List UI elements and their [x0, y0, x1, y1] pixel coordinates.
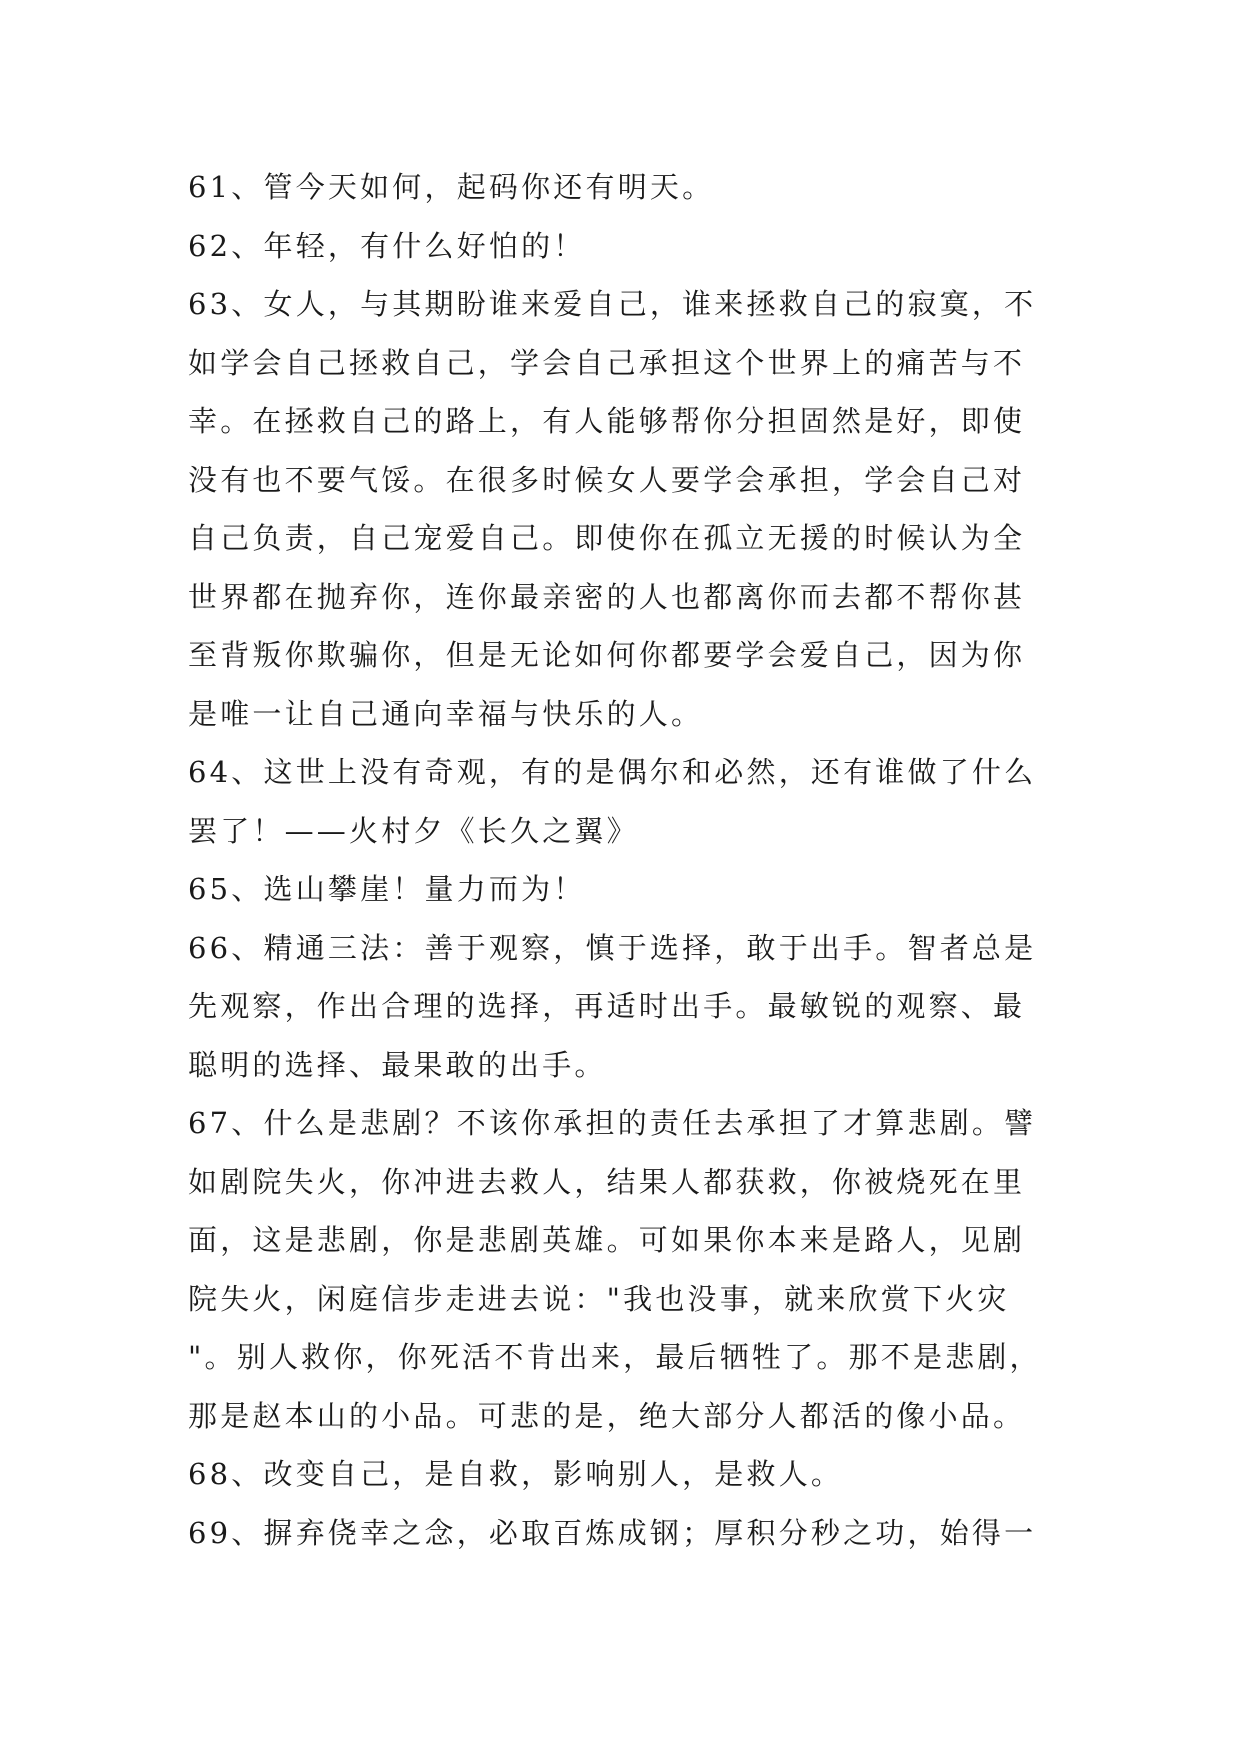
text-line: 68、改变自己，是自救，影响别人，是救人。: [188, 1457, 844, 1491]
text-line: 没有也不要气馁。在很多时候女人要学会承担，学会自己对: [188, 462, 1026, 497]
document-body: [188, 158, 1060, 1562]
text-line: 69、摒弃侥幸之念，必取百炼成钢；厚积分秒之功，始得一: [188, 1515, 1037, 1550]
text-line: 院失火，闲庭信步走进去说："我也没事，就来欣赏下火灾: [188, 1281, 1010, 1316]
text-line: "。别人救你，你死活不肯出来，最后牺牲了。那不是悲剧，: [188, 1340, 1042, 1374]
text-line: 至背叛你欺骗你，但是无论如何你都要学会爱自己，因为你: [188, 638, 1026, 672]
text-line: 61、管今天如何，起码你还有明天。: [188, 170, 715, 204]
text-line: 罢了！——火村夕《长久之翼》: [188, 813, 639, 848]
text-line: 世界都在抛弃你，连你最亲密的人也都离你而去都不帮你甚: [188, 579, 1026, 614]
text-line: 67、什么是悲剧？不该你承担的责任去承担了才算悲剧。譬: [188, 1106, 1037, 1140]
text-line: 幸。在拯救自己的路上，有人能够帮你分担固然是好，即使: [188, 404, 1026, 438]
text-line: 66、精通三法：善于观察，慎于选择，敢于出手。智者总是: [188, 930, 1037, 965]
text-line: 聪明的选择、最果敢的出手。: [188, 1047, 607, 1082]
text-line: 64、这世上没有奇观，有的是偶尔和必然，还有谁做了什么: [188, 755, 1037, 789]
text-line: 面，这是悲剧，你是悲剧英雄。可如果你本来是路人，见剧: [188, 1223, 1026, 1257]
text-line: 65、选山攀崖！量力而为！: [188, 872, 586, 906]
text-line: 如剧院失火，你冲进去救人，结果人都获救，你被烧死在里: [188, 1164, 1026, 1199]
text-line: 63、女人，与其期盼谁来爱自己，谁来拯救自己的寂寞，不: [188, 287, 1037, 321]
text-line: 自己负责，自己宠爱自己。即使你在孤立无援的时候认为全: [188, 521, 1026, 555]
text-line: 62、年轻，有什么好怕的！: [188, 228, 586, 263]
text-line: 如学会自己拯救自己，学会自己承担这个世界上的痛苦与不: [188, 345, 1026, 380]
text-line: 是唯一让自己通向幸福与快乐的人。: [188, 696, 704, 731]
text-line: 先观察，作出合理的选择，再适时出手。最敏锐的观察、最: [188, 989, 1026, 1023]
text-line: 那是赵本山的小品。可悲的是，绝大部分人都活的像小品。: [188, 1398, 1026, 1433]
